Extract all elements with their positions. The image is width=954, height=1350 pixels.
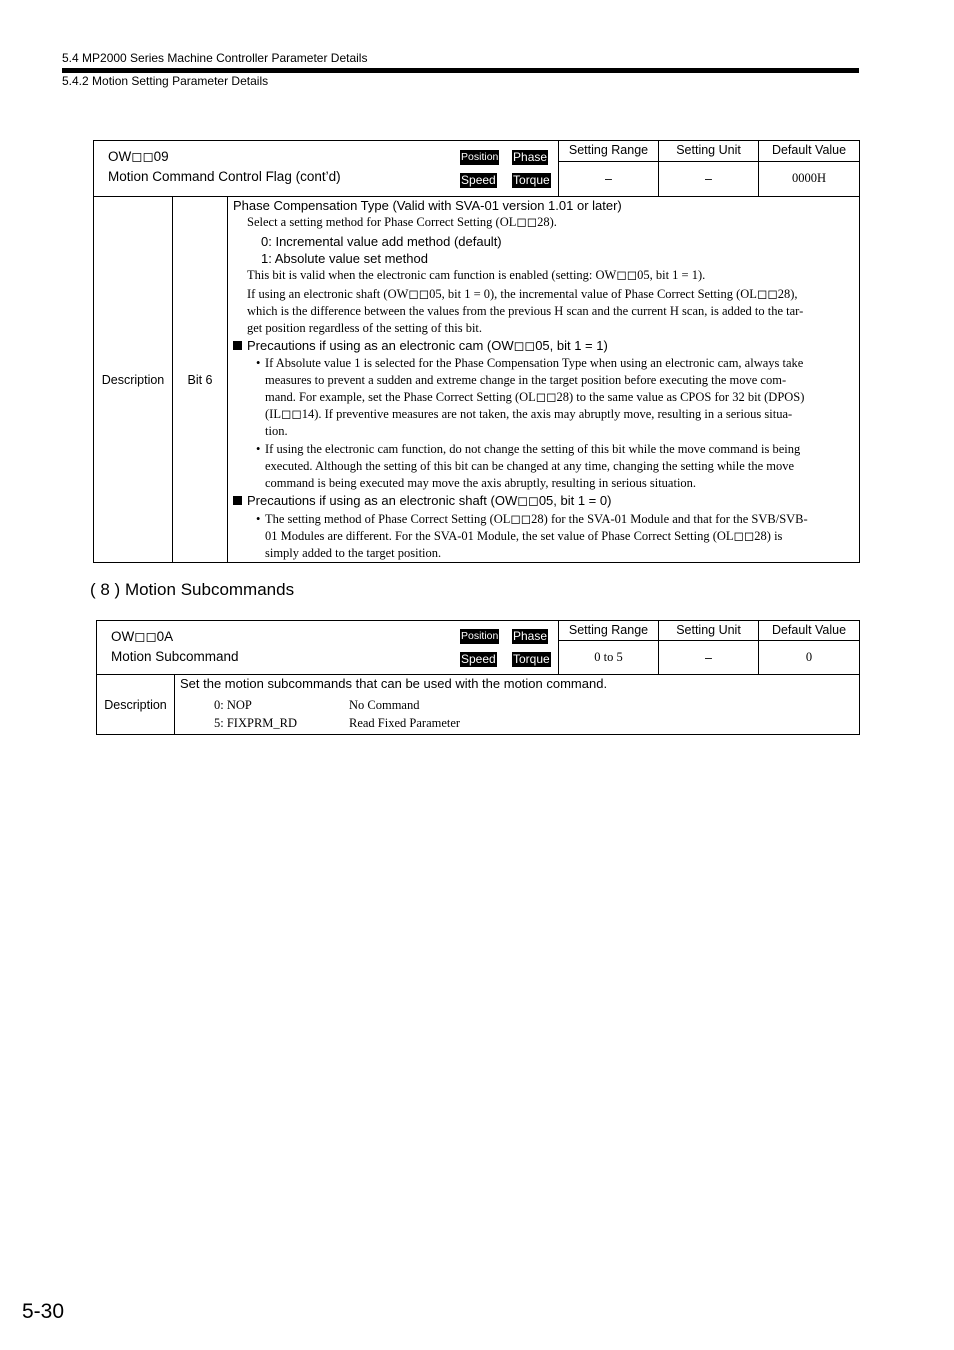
subcommand-row [180,714,855,732]
phase-badge: Phase [513,150,548,164]
parameter-name: Motion Command Control Flag (cont’d) [108,169,341,184]
parameter-table-ow09 [93,140,860,563]
page-number: 5-30 [22,1300,65,1323]
shaft-note-line: which is the difference between the values from the previous H scan and the current H scan, is added to the tar- [247,304,804,318]
default-value-value: 0000H [759,161,860,196]
description-body [228,197,860,563]
default-value-value: 0 [759,641,860,675]
square-bullet-icon [233,341,242,350]
validity-note: This bit is valid when the electronic cam function is enabled (setting: OW◻◻05, bit 1 = 1). [247,268,706,282]
setting-range-header: Setting Range [559,141,659,162]
parameter-label-cell [97,621,559,675]
running-header-section: 5.4 MP2000 Series Machine Controller Parameter Details [62,51,368,65]
header-rule [62,68,859,73]
setting-method-text: Select a setting method for Phase Correct Setting (OL◻◻28). [247,215,557,229]
precaution-cam-heading: Precautions if using as an electronic cam (OW◻◻05, bit 1 = 1) [233,337,855,354]
setting-range-value: 0 to 5 [559,641,659,675]
option-0: 0: Incremental value add method (default) [261,234,502,249]
setting-unit-value: – [659,641,759,675]
torque-badge: Torque [513,173,550,187]
setting-range-value: – [559,161,659,196]
setting-unit-header: Setting Unit [659,141,759,162]
section-heading: ( 8 ) Motion Subcommands [90,580,295,599]
shaft-note-line: If using an electronic shaft (OW◻◻05, bit 1 = 0), the incremental value of Phase Correct Setting (OL◻◻28), [247,287,798,301]
phase-badge: Phase [513,629,548,643]
square-bullet-icon [233,496,242,505]
subcommand-code: 0: NOP [214,698,252,712]
default-value-header: Default Value [759,141,860,162]
subcommand-meaning: No Command [349,698,420,712]
parameter-table-ow0a [96,620,860,735]
parameter-code: OW◻◻09 [108,149,169,164]
parameter-name: Motion Subcommand [111,649,239,664]
bit-heading: Phase Compensation Type (Valid with SVA-01 version 1.01 or later) [233,198,622,213]
parameter-code: OW◻◻0A [111,629,174,644]
bit-label: Bit 6 [173,197,228,563]
parameter-label-cell [94,141,559,197]
subcommand-code: 5: FIXPRM_RD [214,716,298,730]
option-1: 1: Absolute value set method [261,251,428,266]
setting-range-header: Setting Range [559,621,659,641]
shaft-note-line: get position regardless of the setting of this bit. [247,321,483,335]
subcommand-row [180,696,855,714]
description-body [175,675,860,735]
speed-badge: Speed [461,652,496,666]
description-label: Description [97,675,175,735]
torque-badge: Torque [513,652,550,666]
speed-badge: Speed [461,173,496,187]
precaution-shaft-heading: Precautions if using as an electronic shaft (OW◻◻05, bit 1 = 0) [233,492,855,509]
cam-bullet-2: • If using the electronic cam function, do not change the setting of this bit while the move command is being executed. Although the setting of this bit can be changed at any time, changing the setting while the move command is being executed may move the axis abruptly, resulting in serious situation. [256,442,801,490]
cam-bullet-1: • If Absolute value 1 is selected for the Phase Compensation Type when using an electronic cam, always take measures to prevent a sudden and extreme change in the target position before executing the move com- mand. For example, set the Phase Correct Setting (OL◻◻28) to the same value as CPOS for 32 bit (DPOS) (IL◻◻14). If preventive measures are not taken, the axis may abruptly move, resulting in a serious situa- tion. [256,356,805,438]
subcommand-intro: Set the motion subcommands that can be used with the motion command. [180,676,608,691]
subcommand-meaning: Read Fixed Parameter [349,716,461,730]
default-value-header: Default Value [759,621,860,641]
position-badge: Position [461,151,499,163]
setting-unit-value: – [659,161,759,196]
shaft-bullet-1: • The setting method of Phase Correct Setting (OL◻◻28) for the SVA-01 Module and that for the SVB/SVB- 01 Modules are different. For the SVA-01 Module, the set value of Phase Correct Setting (OL◻◻28) is simply added to the target position. [256,512,808,560]
description-label: Description [94,197,173,563]
position-badge: Position [461,630,499,642]
running-header-subsection: 5.4.2 Motion Setting Parameter Details [62,74,269,88]
setting-unit-header: Setting Unit [659,621,759,641]
